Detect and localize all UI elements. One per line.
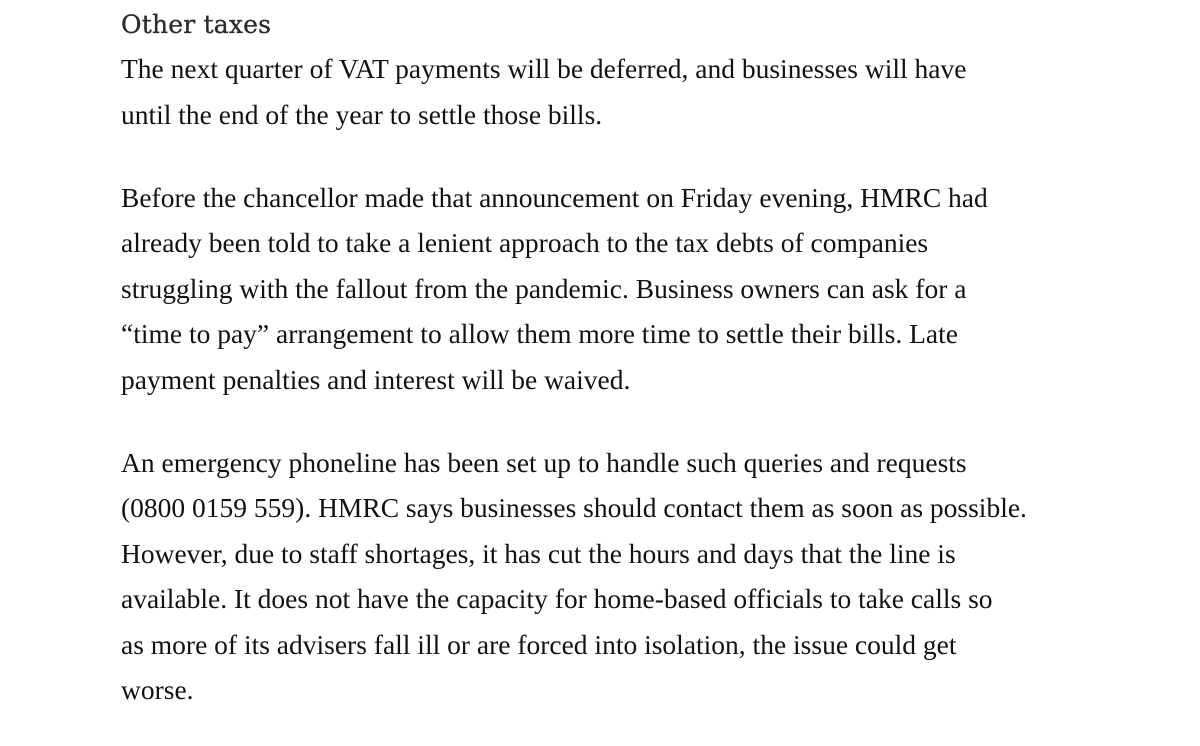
- paragraph-hmrc-lenient-approach: [121, 175, 1131, 403]
- paragraph-line: already been told to take a lenient approach to the tax debts of companies: [121, 227, 929, 258]
- paragraph-line: as more of its advisers fall ill or are forced into isolation, the issue could get: [121, 628, 957, 660]
- paragraph-line: An emergency phoneline has been set up to handle such queries and requests: [121, 446, 967, 478]
- paragraph-line: worse.: [121, 674, 194, 705]
- article-body: [121, 4, 1131, 713]
- paragraph-line: payment penalties and interest will be waived.: [121, 363, 631, 395]
- paragraph-line: struggling with the fallout from the pandemic. Business owners can ask for a: [121, 272, 967, 304]
- paragraph-vat-deferral: [121, 46, 1131, 137]
- paragraph-line: However, due to staff shortages, it has cut the hours and days that the line is: [121, 537, 956, 569]
- paragraph-line: The next quarter of VAT payments will be deferred, and businesses will have: [121, 53, 967, 84]
- paragraph-line: (0800 0159 559). HMRC says businesses should contact them as soon as possible.: [121, 492, 1027, 523]
- paragraph-emergency-phoneline: [121, 440, 1131, 713]
- paragraph-line: until the end of the year to settle those bills.: [121, 98, 603, 130]
- paragraph-line: Before the chancellor made that announcement on Friday evening, HMRC had: [121, 181, 988, 213]
- section-heading: Other taxes: [121, 10, 272, 39]
- paragraph-line: “time to pay” arrangement to allow them more time to settle their bills. Late: [121, 318, 958, 349]
- paragraph-line: available. It does not have the capacity for home-based officials to take calls so: [121, 583, 993, 614]
